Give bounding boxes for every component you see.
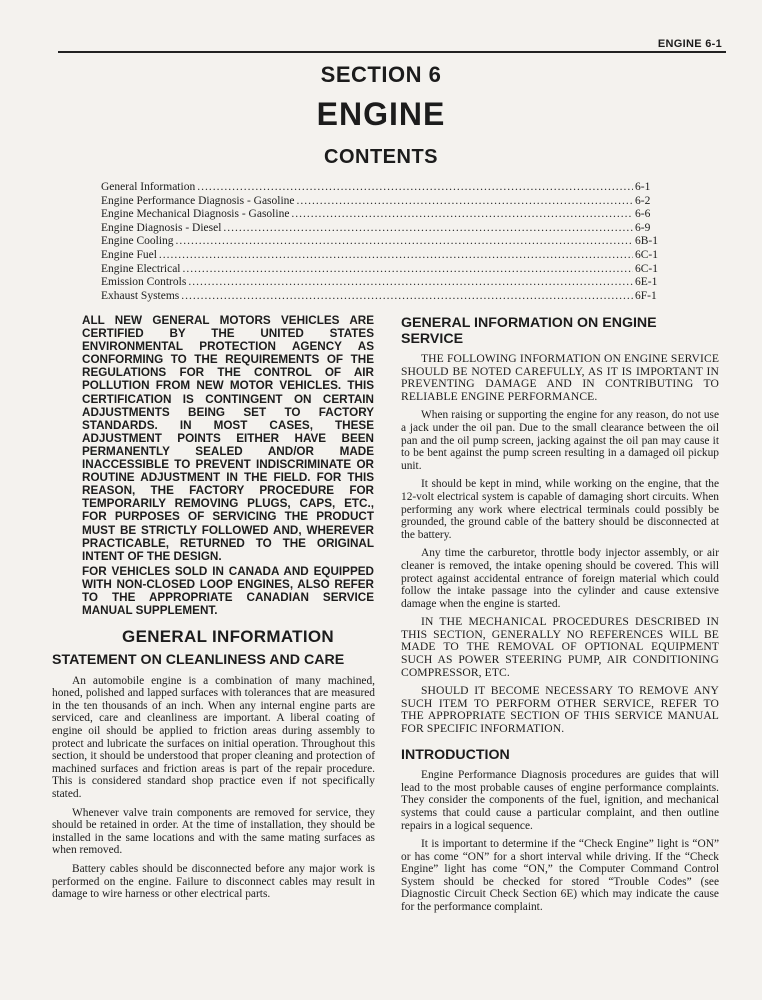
toc-label: Engine Cooling [101,235,174,248]
main-title: ENGINE [316,96,446,132]
toc-page: 6C-1 [635,262,658,275]
caps-paragraph: IN THE MECHANICAL PROCEDURES DESCRIBED IN THIS SECTION, GENERALLY NO REFERENCES WILL BE MADE TO THE REMOVAL OF OPTIONAL EQUIPMENT SUCH AS POWER STEERING PUMP, AIR CONDITIONING COMPRESSOR, ETC. [401,615,719,679]
general-information-heading: GENERAL INFORMATION [122,627,334,647]
right-column [401,316,719,920]
toc-label: Engine Electrical [101,262,181,275]
toc-leader [223,222,633,236]
body-paragraph: An automobile engine is a combination of many machined, honed, polished and lapped surfaces with tolerances that are measured in the ten thousands of an inch. When any internal engine parts are serviced, care and cleanliness are important. A liberal coating of engine oil should be applied to friction areas during assembly to protect and lubricate the surfaces on initial operation. Throughout this section, it should be understood that proper cleaning and protection of machined surfaces and friction areas is part of the repair procedure. This is considered standard shop practice even if not specifically stated. [52,674,375,800]
toc-label: Engine Diagnosis - Diesel [101,221,222,234]
toc-page: 6-9 [635,221,651,234]
toc-page: 6B-1 [635,235,658,248]
toc-leader [188,276,633,290]
body-paragraph: It is important to determine if the “Check Engine” light is “ON” or has come “ON” for a short interval while driving. If the “Check Engine” light has come “ON,” the Computer Command Control System should be checked for stored “Trouble Codes” (see Diagnostic Circuit Check Section 6E) which may indicate the cause for the performance complaint. [401,838,719,914]
contents-title: CONTENTS [324,146,438,168]
toc-label: Emission Controls [101,276,187,289]
toc-page: 6-1 [635,181,651,193]
left-column [52,314,375,907]
body-paragraph: It should be kept in mind, while working on the engine, that the 12-volt electrical system is capable of damaging short circuits. When performing any work where electrical terminals could possibly be grounded, the ground cable of the battery should be disconnected at the battery. [401,478,719,541]
cleanliness-section [52,653,375,901]
toc-entry[interactable] [101,195,655,209]
running-head: ENGINE 6-1 [657,38,722,50]
toc-leader [197,181,633,195]
toc-leader [297,195,633,209]
toc-label: Engine Mechanical Diagnosis - Gasoline [101,208,290,221]
toc-leader [291,208,633,222]
toc-label: Engine Performance Diagnosis - Gasoline [101,194,295,207]
toc-entry[interactable] [101,290,655,304]
body-paragraph: Engine Performance Diagnosis procedures are guides that will lead to the most probable causes of engine performance complaints. They consider the components of the fuel, ignition, and mechanical systems that could cause a particular complaint, and then outline repairs in a logical sequence. [401,769,719,832]
toc-page: 6E-1 [635,276,658,289]
header-rule [58,51,726,53]
engine-service-heading: GENERAL INFORMATION ON ENGINE SERVICE [401,315,657,347]
toc-leader [176,235,633,249]
toc-entry[interactable] [101,181,655,195]
toc-label: Exhaust Systems [101,289,180,302]
toc-page: 6-6 [635,208,651,221]
epa-certification-notice: ALL NEW GENERAL MOTORS VEHICLES ARE CERTIFIED BY THE UNITED STATES ENVIRONMENTAL PROTECTION AGENCY AS CONFORMING TO THE REQUIREMENTS OF THE REGULATIONS FOR THE CONTROL OF AIR POLLUTION FROM NEW MOTOR VEHICLES. THIS CERTIFICATION IS CONTINGENT ON CERTAIN ADJUSTMENTS BEING SET TO FACTORY STANDARDS. IN MOST CASES, THESE ADJUSTMENT POINTS EITHER HAVE BEEN PERMANENTLY SEALED AND/OR MADE INACCESSIBLE TO PREVENT INDISCRIMINATE OR ROUTINE ADJUSTMENT IN THE FIELD. FOR THIS REASON, THE FACTORY PROCEDURE FOR TEMPORARILY REMOVING PLUGS, CAPS, ETC., FOR PURPOSES OF SERVICING THE PRODUCT MUST BE STRICTLY FOLLOWED AND, WHEREVER PRACTICABLE, RETURNED TO THE ORIGINAL INTENT OF THE DESIGN. [82,314,374,563]
introduction-heading: INTRODUCTION [401,746,510,763]
toc-entry[interactable] [101,235,658,249]
caps-paragraph: THE FOLLOWING INFORMATION ON ENGINE SERVICE SHOULD BE NOTED CAREFULLY, AS IT IS IMPORTANT IN PREVENTING DAMAGE AND IN CONTRIBUTING TO RELIABLE ENGINE PERFORMANCE. [401,352,719,403]
toc-entry[interactable] [101,208,655,222]
body-paragraph: Whenever valve train components are removed for service, they should be retained in order. At the time of installation, they should be installed in the same locations and with the same mating surfaces as when removed. [52,806,375,857]
toc-entry[interactable] [101,222,655,236]
toc-label: Engine Fuel [101,248,157,261]
body-paragraph: Battery cables should be disconnected before any major work is performed on the engine. Failure to disconnect cables may result in damage to wire harness or other electrical parts. [52,862,375,901]
toc-page: 6-2 [635,194,651,207]
toc-entry[interactable] [101,276,658,290]
caps-paragraph: SHOULD IT BECOME NECESSARY TO REMOVE ANY SUCH ITEM TO PERFORM OTHER SERVICE, REFER TO THE APPROPRIATE SECTION OF THIS SERVICE MANUAL FOR SPECIFIC INFORMATION. [401,684,719,736]
toc-leader [159,249,633,263]
toc-entry[interactable] [101,248,658,263]
toc-leader [183,263,633,277]
toc-entry[interactable] [101,262,658,277]
body-paragraph: Any time the carburetor, throttle body injector assembly, or air cleaner is removed, the intake opening should be covered. This will protect against accidental entrance of foreign material which could follow the intake passage into the cylinder and cause extensive damage when the engine is started. [401,547,719,610]
toc-label: General Information [101,181,196,193]
body-paragraph: When raising or supporting the engine for any reason, do not use a jack under the oil pan. Due to the small clearance between the oil pan and the oil pump screen, jacking against the oil pan may cause it to be bent against the pump screen resulting in a damaged oil pickup unit. [401,409,719,472]
toc-page: 6C-1 [635,248,658,261]
canada-notice: FOR VEHICLES SOLD IN CANADA AND EQUIPPED WITH NON-CLOSED LOOP ENGINES, ALSO REFER TO THE APPROPRIATE CANADIAN SERVICE MANUAL SUPPLEMENT. [82,564,374,618]
table-of-contents [101,181,658,303]
cleanliness-heading: STATEMENT ON CLEANLINESS AND CARE [52,652,345,669]
toc-leader [181,290,633,304]
section-title: SECTION 6 [320,62,442,87]
toc-page: 6F-1 [635,289,657,302]
